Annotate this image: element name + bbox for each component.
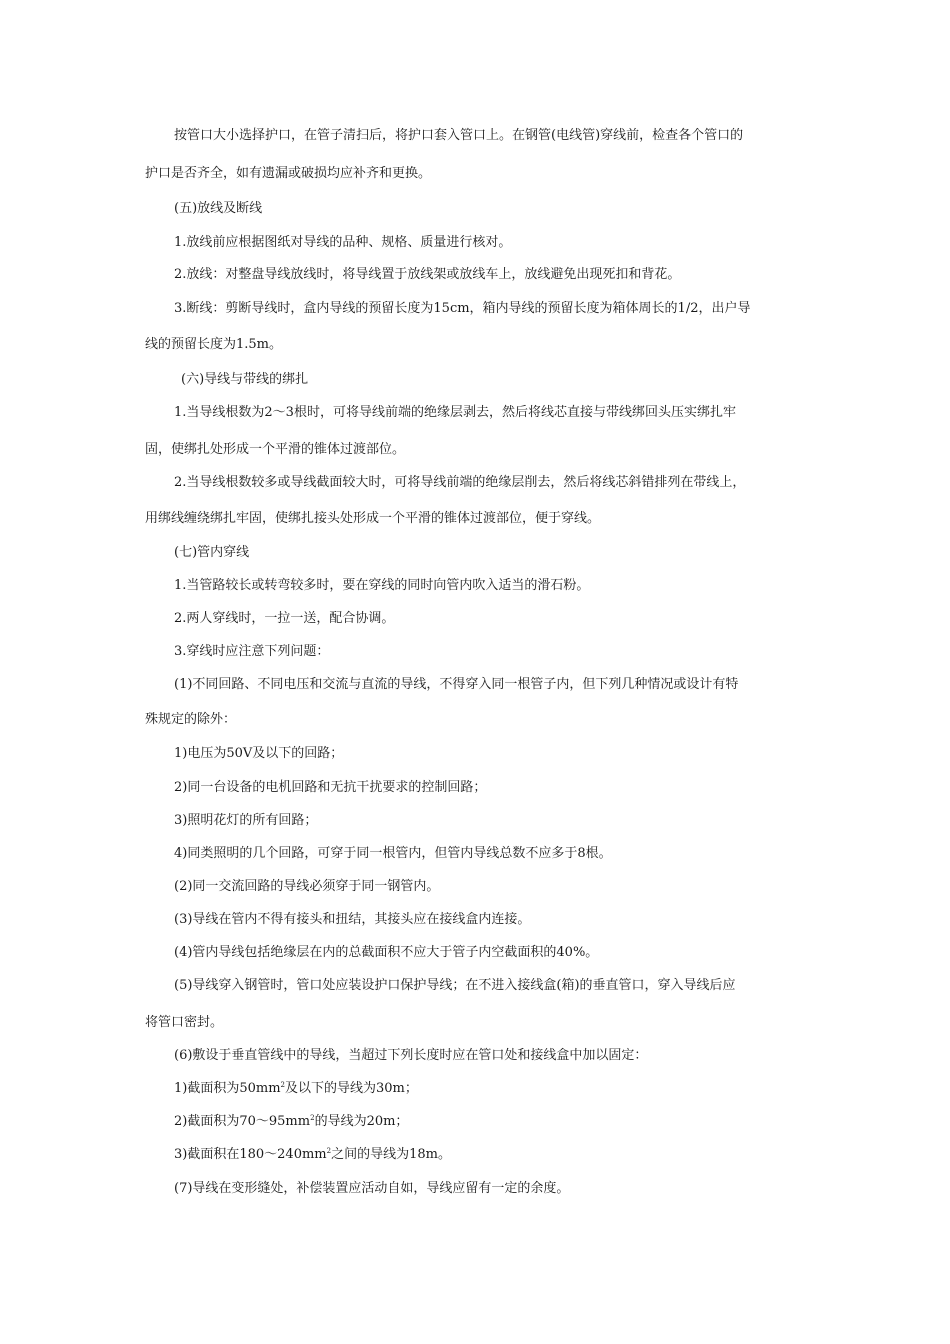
paragraph-line: (5)导线穿入钢管时，管口处应装设护口保护导线；在不进入接线盒(箱)的垂直管口，穿入导线后应 — [174, 978, 736, 993]
superscript: 2 — [310, 1114, 315, 1122]
cross-section-text: 之间的导线为18m。 — [331, 1147, 451, 1162]
cross-section-line — [174, 1080, 418, 1098]
paragraph-line: 1.放线前应根据图纸对导线的品种、规格、质量进行核对。 — [174, 235, 512, 250]
paragraph-line: 3.断线：剪断导线时，盒内导线的预留长度为15cm，箱内导线的预留长度为箱体周长的1/2，出户导 — [174, 301, 751, 316]
paragraph-line: 2.当导线根数较多或导线截面较大时，可将导线前端的绝缘层削去，然后将线芯斜错排列在带线上， — [174, 475, 746, 490]
paragraph-line: 护口是否齐全，如有遗漏或破损均应补齐和更换。 — [145, 166, 432, 181]
paragraph-line: 线的预留长度为1.5m。 — [145, 337, 283, 352]
paragraph-line: 殊规定的除外： — [145, 712, 237, 727]
paragraph-line: (3)导线在管内不得有接头和扭结，其接头应在接线盒内连接。 — [174, 912, 531, 927]
paragraph-line: (7)导线在变形缝处，补偿装置应活动自如，导线应留有一定的余度。 — [174, 1181, 570, 1196]
cross-section-text: 3)截面积在180～240mm — [174, 1147, 327, 1162]
paragraph-line: 1.当管路较长或转弯较多时，要在穿线的同时向管内吹入适当的滑石粉。 — [174, 578, 590, 593]
superscript: 2 — [326, 1147, 332, 1155]
paragraph-line: (4)管内导线包括绝缘层在内的总截面积不应大于管子内空截面积的40%。 — [174, 945, 599, 960]
paragraph-line: 3)照明花灯的所有回路； — [174, 813, 318, 828]
paragraph-line: 将管口密封。 — [145, 1015, 224, 1030]
cross-section-text: 的导线为20m； — [314, 1114, 409, 1129]
superscript: 2 — [280, 1081, 286, 1089]
cross-section-text: 2)截面积为70～95mm — [174, 1114, 311, 1129]
paragraph-line: 用绑线缠绕绑扎牢固，使绑扎接头处形成一个平滑的锥体过渡部位，便于穿线。 — [145, 511, 601, 526]
paragraph-line: 2.两人穿线时，一拉一送，配合协调。 — [174, 611, 395, 626]
paragraph-line: (6)敷设于垂直管线中的导线，当超过下列长度时应在管口处和接线盒中加以固定： — [174, 1048, 648, 1063]
cross-section-line — [174, 1146, 451, 1164]
cross-section-text: 1)截面积为50mm — [174, 1081, 281, 1096]
paragraph-line: (2)同一交流回路的导线必须穿于同一钢管内。 — [174, 879, 440, 894]
paragraph-line: (1)不同回路、不同电压和交流与直流的导线，不得穿入同一根管子内，但下列几种情况或设计有特 — [174, 677, 739, 692]
cross-section-text: 及以下的导线为30m； — [285, 1081, 418, 1096]
paragraph-line: 3.穿线时应注意下列问题： — [174, 644, 330, 659]
section-heading: (五)放线及断线 — [174, 201, 263, 216]
paragraph-line: 固，使绑扎处形成一个平滑的锥体过渡部位。 — [145, 442, 406, 457]
paragraph-line: 1)电压为50V及以下的回路； — [174, 746, 344, 761]
paragraph-line: 按管口大小选择护口，在管子清扫后，将护口套入管口上。在钢管(电线管)穿线前，检查各个管口的 — [174, 128, 744, 143]
paragraph-line: 4)同类照明的几个回路，可穿于同一根管内，但管内导线总数不应多于8根。 — [174, 846, 612, 861]
section-heading: (六)导线与带线的绑扎 — [181, 372, 309, 387]
section-heading: (七)管内穿线 — [174, 545, 250, 560]
paragraph-line: 2.放线：对整盘导线放线时，将导线置于放线架或放线车上，放线避免出现死扣和背花。 — [174, 267, 681, 282]
paragraph-line: 1.当导线根数为2～3根时，可将导线前端的绝缘层剥去，然后将线芯直接与带线绑回头压实绑扎牢 — [174, 405, 736, 420]
cross-section-line — [174, 1113, 408, 1131]
paragraph-line: 2)同一台设备的电机回路和无抗干扰要求的控制回路； — [174, 780, 487, 795]
